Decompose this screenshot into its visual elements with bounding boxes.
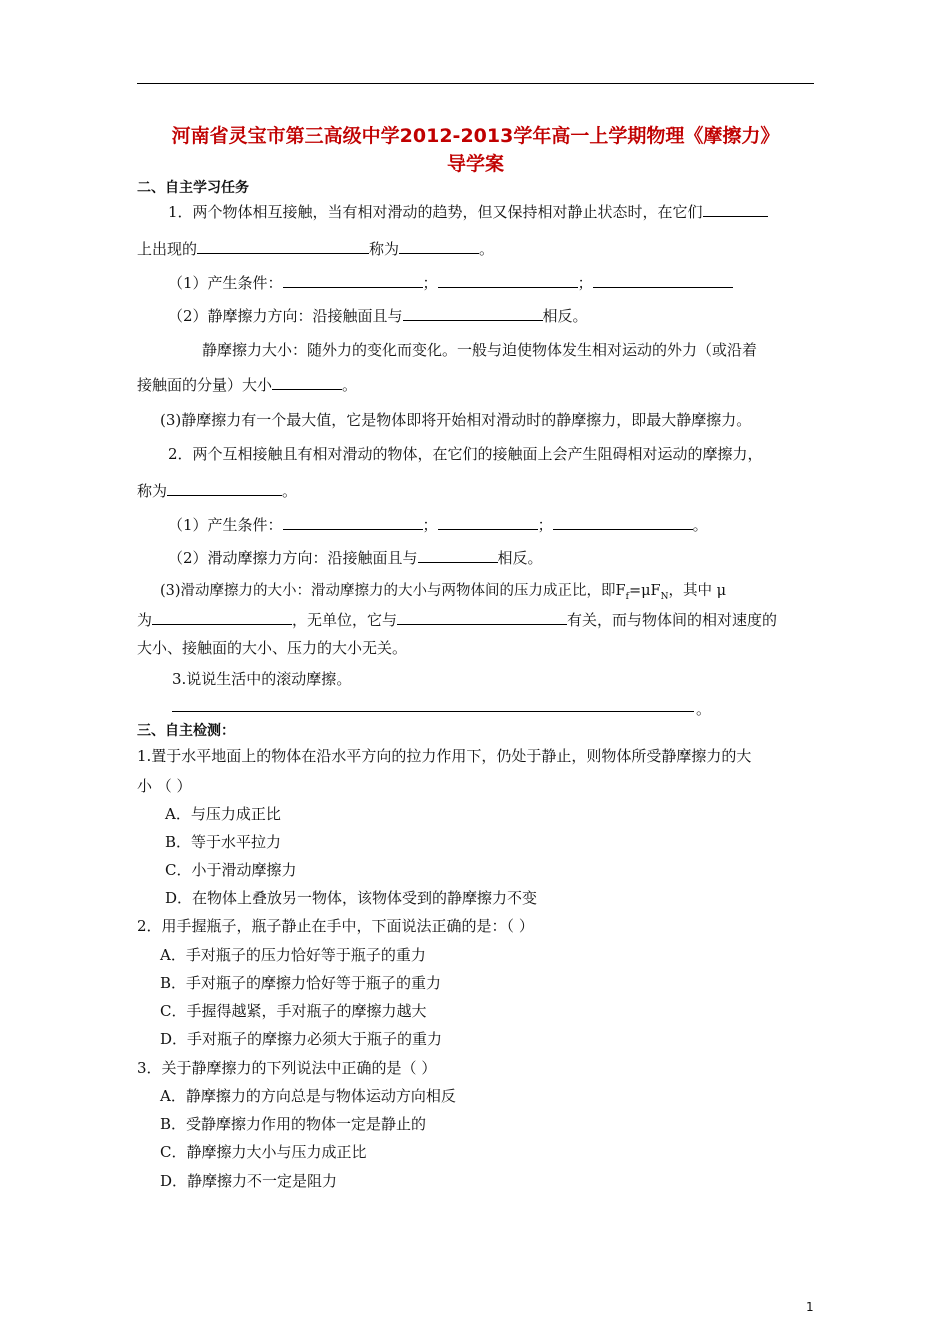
- option-c: C．小于滑动摩擦力: [165, 861, 297, 879]
- option-a: A．与压力成正比: [165, 805, 281, 823]
- header-rule: [137, 83, 814, 84]
- option-c: C．手握得越紧，手对瓶子的摩擦力越大: [160, 1002, 427, 1020]
- answer-blank: [397, 610, 567, 625]
- answer-blank: [418, 548, 498, 563]
- answer-blank: [438, 273, 578, 288]
- static-size-text-cont: 接触面的分量）大小 。: [137, 376, 358, 394]
- answer-blank: [167, 481, 282, 496]
- section-heading-3: 三、自主检测：: [137, 723, 235, 739]
- answer-blank: [283, 273, 423, 288]
- q2-text: 2．两个互相接触且有相对滑动的物体，在它们的接触面上会产生阻碍相对运动的摩擦力，: [168, 445, 763, 463]
- q1-text-cont: 上出现的 称为 。: [137, 240, 495, 258]
- question-2-stem: 2．用手握瓶子，瓶子静止在手中，下面说法正确的是：（ ）: [137, 917, 534, 935]
- q3-end: 。: [696, 700, 712, 718]
- answer-blank: [197, 239, 369, 254]
- static-direction: （2）静摩擦力方向：沿接触面且与 相反。: [168, 307, 588, 325]
- answer-blank: [593, 273, 733, 288]
- sliding-direction: （2）滑动摩擦力方向：沿接触面且与 相反。: [168, 549, 543, 567]
- answer-blank-long: [172, 711, 694, 712]
- page-number: 1: [806, 1300, 814, 1314]
- answer-blank: [553, 515, 693, 530]
- document-title-line2: 导学案: [446, 153, 504, 175]
- option-c: C．静摩擦力大小与压力成正比: [160, 1143, 367, 1161]
- answer-blank: [438, 515, 538, 530]
- answer-blank: [703, 202, 768, 217]
- q3-text: 3.说说生活中的滚动摩擦。: [172, 670, 352, 688]
- option-d: D．手对瓶子的摩擦力必须大于瓶子的重力: [160, 1030, 443, 1048]
- answer-blank: [272, 375, 342, 390]
- answer-blank: [399, 239, 479, 254]
- sliding-conditions: （1）产生条件： ； ； 。: [168, 516, 708, 534]
- static-conditions: （1）产生条件： ； ；: [168, 272, 733, 294]
- question-1-stem: 1.置于水平地面上的物体在沿水平方向的拉力作用下，仍处于静止，则物体所受静摩擦力的大: [137, 747, 752, 765]
- question-3-stem: 3．关于静摩擦力的下列说法中正确的是（ ）: [137, 1059, 437, 1077]
- q1-text: 1．两个物体相互接触，当有相对滑动的趋势，但又保持相对静止状态时，在它们: [168, 201, 768, 223]
- section-heading-2: 二、自主学习任务: [137, 180, 249, 196]
- sliding-size-text-end: 大小、接触面的大小、压力的大小无关。: [137, 639, 408, 657]
- sliding-size-text: (3)滑动摩擦力的大小：滑动摩擦力的大小与两物体间的压力成正比，即$F_f=\mu F_N$，其中 μ: [160, 583, 727, 602]
- answer-blank: [152, 610, 292, 625]
- static-size-text: 静摩擦力大小：随外力的变化而变化。一般与迫使物体发生相对运动的外力（或沿着: [202, 341, 758, 359]
- document-title: 河南省灵宝市第三高级中学2012-2013学年高一上学期物理《摩擦力》: [171, 125, 780, 147]
- sliding-size-text-cont: 为 ，无单位，它与 有关，而与物体间的相对速度的: [137, 611, 778, 629]
- answer-blank: [403, 306, 543, 321]
- option-a: A．手对瓶子的压力恰好等于瓶子的重力: [160, 946, 426, 964]
- question-1-stem-cont: 小 （ ）: [137, 777, 192, 795]
- static-max-text: (3)静摩擦力有一个最大值，它是物体即将开始相对滑动时的静摩擦力，即最大静摩擦力。: [160, 411, 752, 429]
- option-b: B．手对瓶子的摩擦力恰好等于瓶子的重力: [160, 974, 442, 992]
- q2-text-cont: 称为 。: [137, 482, 298, 500]
- option-d: D．在物体上叠放另一物体，该物体受到的静摩擦力不变: [165, 889, 538, 907]
- answer-blank: [283, 515, 423, 530]
- option-a: A．静摩擦力的方向总是与物体运动方向相反: [160, 1087, 456, 1105]
- option-b: B．受静摩擦力作用的物体一定是静止的: [160, 1115, 427, 1133]
- option-b: B．等于水平拉力: [165, 833, 282, 851]
- option-d: D．静摩擦力不一定是阻力: [160, 1172, 338, 1190]
